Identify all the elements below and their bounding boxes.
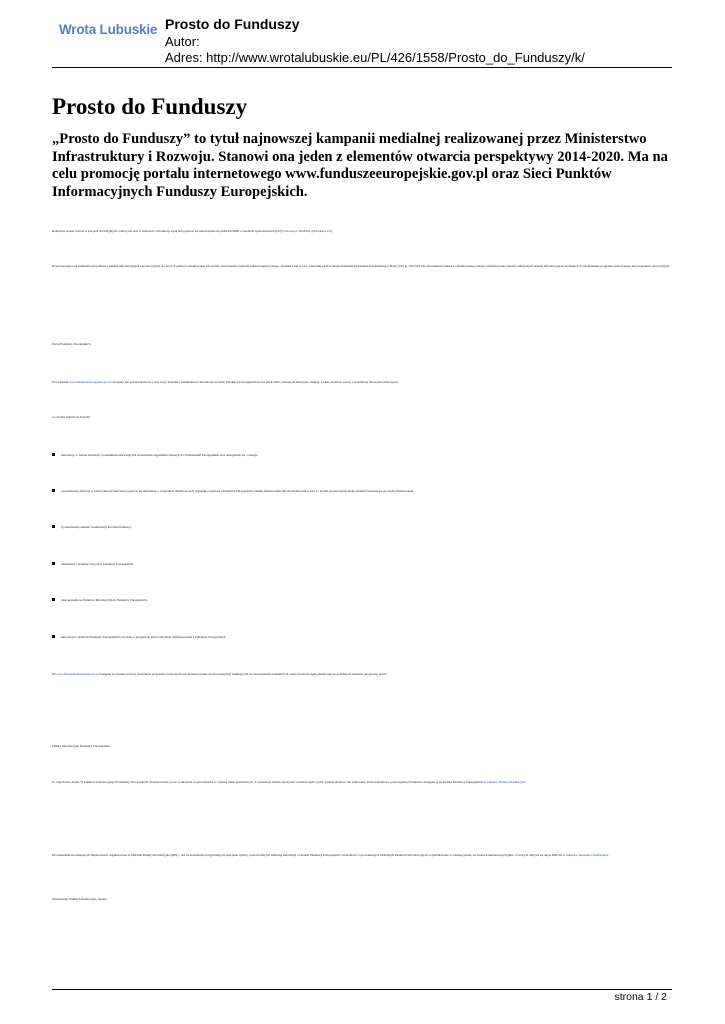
site-logo: Wrota Lubuskie	[59, 22, 158, 37]
bullet-marker	[52, 525, 55, 528]
question-portal: Co można znaleźć na Portalu?	[52, 415, 91, 419]
list-item: informacje o efektach Funduszy Europejskich oraz dane o projektach, które otrzymały dofinansowanie z Funduszy Europejskich.	[61, 635, 226, 639]
info-points-link[interactable]: zakładce Punkty informacyjne	[486, 780, 526, 784]
paragraph-text: .	[608, 853, 610, 857]
paragraph-text: ).	[331, 229, 334, 233]
trainings-link[interactable]: zakładce Szkolenia i konferencje	[566, 853, 609, 857]
bullet-marker	[52, 635, 55, 638]
bullet-marker	[52, 562, 55, 565]
list-item: wyszukiwarkę szkoleń i konferencji na temat funduszy,	[61, 525, 132, 529]
bullet-marker	[52, 489, 55, 492]
paragraph-services	[52, 672, 672, 676]
header-author: Autor:	[165, 34, 200, 49]
page-number: strona 1 / 2	[614, 991, 667, 1003]
bullet-marker	[52, 453, 55, 456]
list-item: informacje w formie instrukcji i poradników ułatwiających zrozumienie zagadnień związanych z Funduszami Europejskimi oraz ubieganiem się o dotacje,	[61, 453, 259, 457]
header-title: Prosto do Funduszy	[165, 16, 300, 32]
list-item: dokumenty i przepisy dotyczące Funduszy Europejskich,	[61, 562, 134, 566]
paragraph-text: Na	[52, 672, 57, 676]
portal-link[interactable]: www.funduszeeuropejskie.gov.pl	[56, 672, 99, 676]
list-item: wyszukiwarkę Dotacji, w której sukcesywnie będą pojawiać się informacje o wszystkich możliwościach uzyskania wsparcia z Funduszy Europejskich. Dzięki zmieszczeniu filtrom użytkownik w łatwy i szybki sposób będzie mógł odnaleźć interesujące go źródło finansowania,	[61, 489, 414, 493]
paragraph-regulation: Rozpoczynająca się kampania jest jednym z działań informacyjnych i promocyjnych, do których państwa członkowskie UE zostały zobowiązane zapisami pakietu legislacyjnego. Zgodnie z pkt 2.1.2.a. załącznika XII do Rozporządzenia Parlamentu Europejskiego i Rady (UE) nr 1303/2013 do obowiązków państwa członkowskiego należy zorganizowanie szeroko zakrojonych działań informacyjnych promujących uruchomienie programu operacyjnego lub programów operacyjnych.	[52, 264, 670, 268]
facebook-link[interactable]: Facebook.pl	[281, 229, 298, 233]
heading-points: Punkty Informacyjne Funduszy Europejskich	[52, 744, 110, 748]
paragraph-text: W całej Polsce działa 75 Punktów Informacyjnych Funduszy Europejskich! Zlokalizowane są one w miastach wojewódzkich i w częściej miast powiatowych. Z konsultacji można skorzystać osobiście bądź wysłać pytanie mailowo lub zadzwonić. Dane kontaktowe poszczególnych Punktów dostępne są na Portalu Funduszy Europejskich w	[52, 780, 487, 784]
youtube-link[interactable]: @Fundusze UE	[310, 229, 332, 233]
paragraph-text: Pod adresem	[52, 380, 70, 384]
paragraph-portal	[52, 380, 672, 384]
paragraph-points	[52, 780, 672, 784]
portal-link[interactable]: www.funduszeeuropejskie.gov.pl	[69, 380, 112, 384]
paragraph-text: , YouTube	[297, 229, 311, 233]
paragraph-text: Kampania będzie obecna w stacjach telewizyjnych, radiowych oraz w Internecie. Informacje będą też pojawiać się sukcesywnie na profilach MIiR w mediach społecznościowych (	[52, 229, 282, 233]
heading-portal: Portal Funduszy Europejskich	[52, 342, 91, 346]
article-title: Prosto do Funduszy	[52, 94, 248, 119]
article-lead: „Prosto do Funduszy” to tytuł najnowszej kampanii medialnej realizowanej przez Ministerstwo Infrastruktury i Rozwoju. Stanowi ona jeden z elementów otwarcia perspektywy 2014-2020. Ma na celu promocję portalu internetowego www.funduszeeuropejskie.gov.pl oraz Sieci Punktów Informacyjnych Funduszy Europejskich.	[52, 131, 668, 200]
header-address: Adres: http://www.wrotalubuskie.eu/PL/426/1558/Prosto_do_Funduszy/k/	[165, 50, 585, 65]
paragraph-visiting: Odwiedzając Punkty Informacyjne, można:	[52, 897, 108, 901]
paragraph-campaign	[52, 229, 672, 233]
paragraph-text: .	[525, 780, 527, 784]
paragraph-text: dostępny jest portal internetowy dotyczący aktualne i kompleksowe informacje na temat Funduszy Europejskich na lata 2014-2020. Oferuje on intuicyjną obsługę, a także możliwie prosty i zrozumiały dla użytkownika język.	[111, 380, 399, 384]
paragraph-text: dostępne są również serwisy wszystkich programów krajowych oraz przekierowania do stron instytucji zajmujących się zarządzaniem środkami UE, które docelowo będą zbudowane na podobnych zasadach jak główny portal.	[98, 672, 388, 676]
list-item: dane kontaktowe Punktów Informacyjnych Funduszy Europejskich,	[61, 598, 148, 602]
paragraph-mobile-points	[52, 853, 672, 857]
header-divider	[52, 67, 672, 68]
paragraph-text: Dla mieszkańców mniejszych miejscowości organizowane są Mobilne Punkty Informacyjne (MPI) - tzn. że konsultanci przyjeżdżają na specjalne dyżury, podczas których udzielają informacji z zakresu Funduszy Europejskich. Wiadomości o prowadzonych Mobilnych Punktach Informacyjnych są publikowane w lokalnej prasie, na stronach internetowych gmin, w których odbywa się akcja MPI lub w	[52, 853, 567, 857]
bullet-marker	[52, 598, 55, 601]
footer-divider	[52, 989, 672, 990]
